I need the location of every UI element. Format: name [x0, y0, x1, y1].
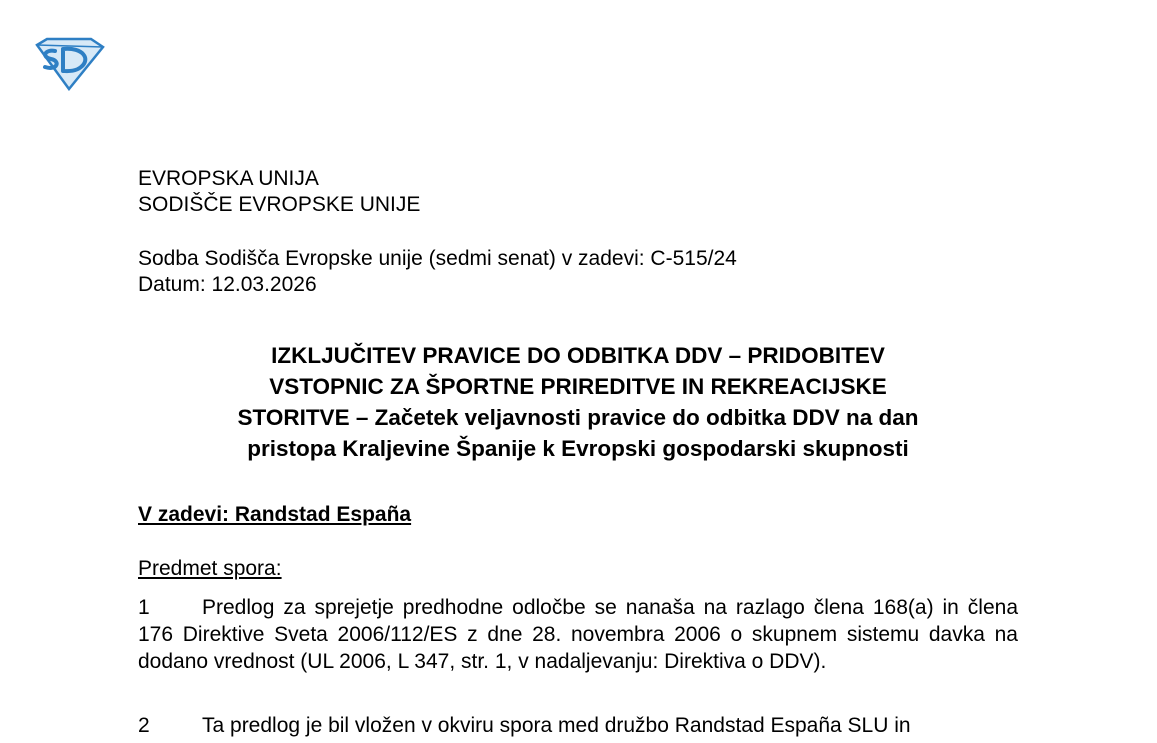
title-line-2: VSTOPNIC ZA ŠPORTNE PRIREDITVE IN REKREACIJSKE [269, 374, 887, 399]
title-line-1: IZKLJUČITEV PRAVICE DO ODBITKA DDV – PRIDOBITEV [271, 343, 885, 368]
paragraph-text: Ta predlog je bil vložen v okviru spora med družbo Randstad España SLU in [202, 714, 911, 737]
document-title [138, 340, 1018, 464]
paragraph-2 [138, 712, 1018, 739]
paragraph-number: 1 [138, 596, 150, 619]
title-line-3: STORITVE – Začetek veljavnosti pravice do odbitka DDV na dan [237, 405, 919, 430]
case-name-heading: V zadevi: Randstad España [138, 503, 412, 526]
paragraph-text: Predlog za sprejetje predhodne odločbe se nanaša na razlago člena 168(a) in člena 176 Direktive Sveta 2006/112/ES z dne 28. novembra 2006 o skupnem sistemu davka na dodano vrednost (UL 2006, L 347, str. 1, v nadaljevanju: Direktiva o DDV). [138, 596, 1018, 673]
paragraph-1 [138, 594, 1018, 675]
judgment-reference: Sodba Sodišča Evropske unije (sedmi senat) v zadevi: C-515/24 [138, 247, 737, 270]
org-name-line1: EVROPSKA UNIJA [138, 167, 319, 190]
subject-heading: Predmet spora: [138, 557, 282, 580]
court-diamond-logo-icon [33, 37, 105, 91]
paragraph-number: 2 [138, 714, 150, 737]
judgment-date: Datum: 12.03.2026 [138, 273, 317, 296]
org-name-line2: SODIŠČE EVROPSKE UNIJE [138, 193, 421, 216]
title-line-4: pristopa Kraljevine Španije k Evropski gospodarski skupnosti [247, 436, 909, 461]
